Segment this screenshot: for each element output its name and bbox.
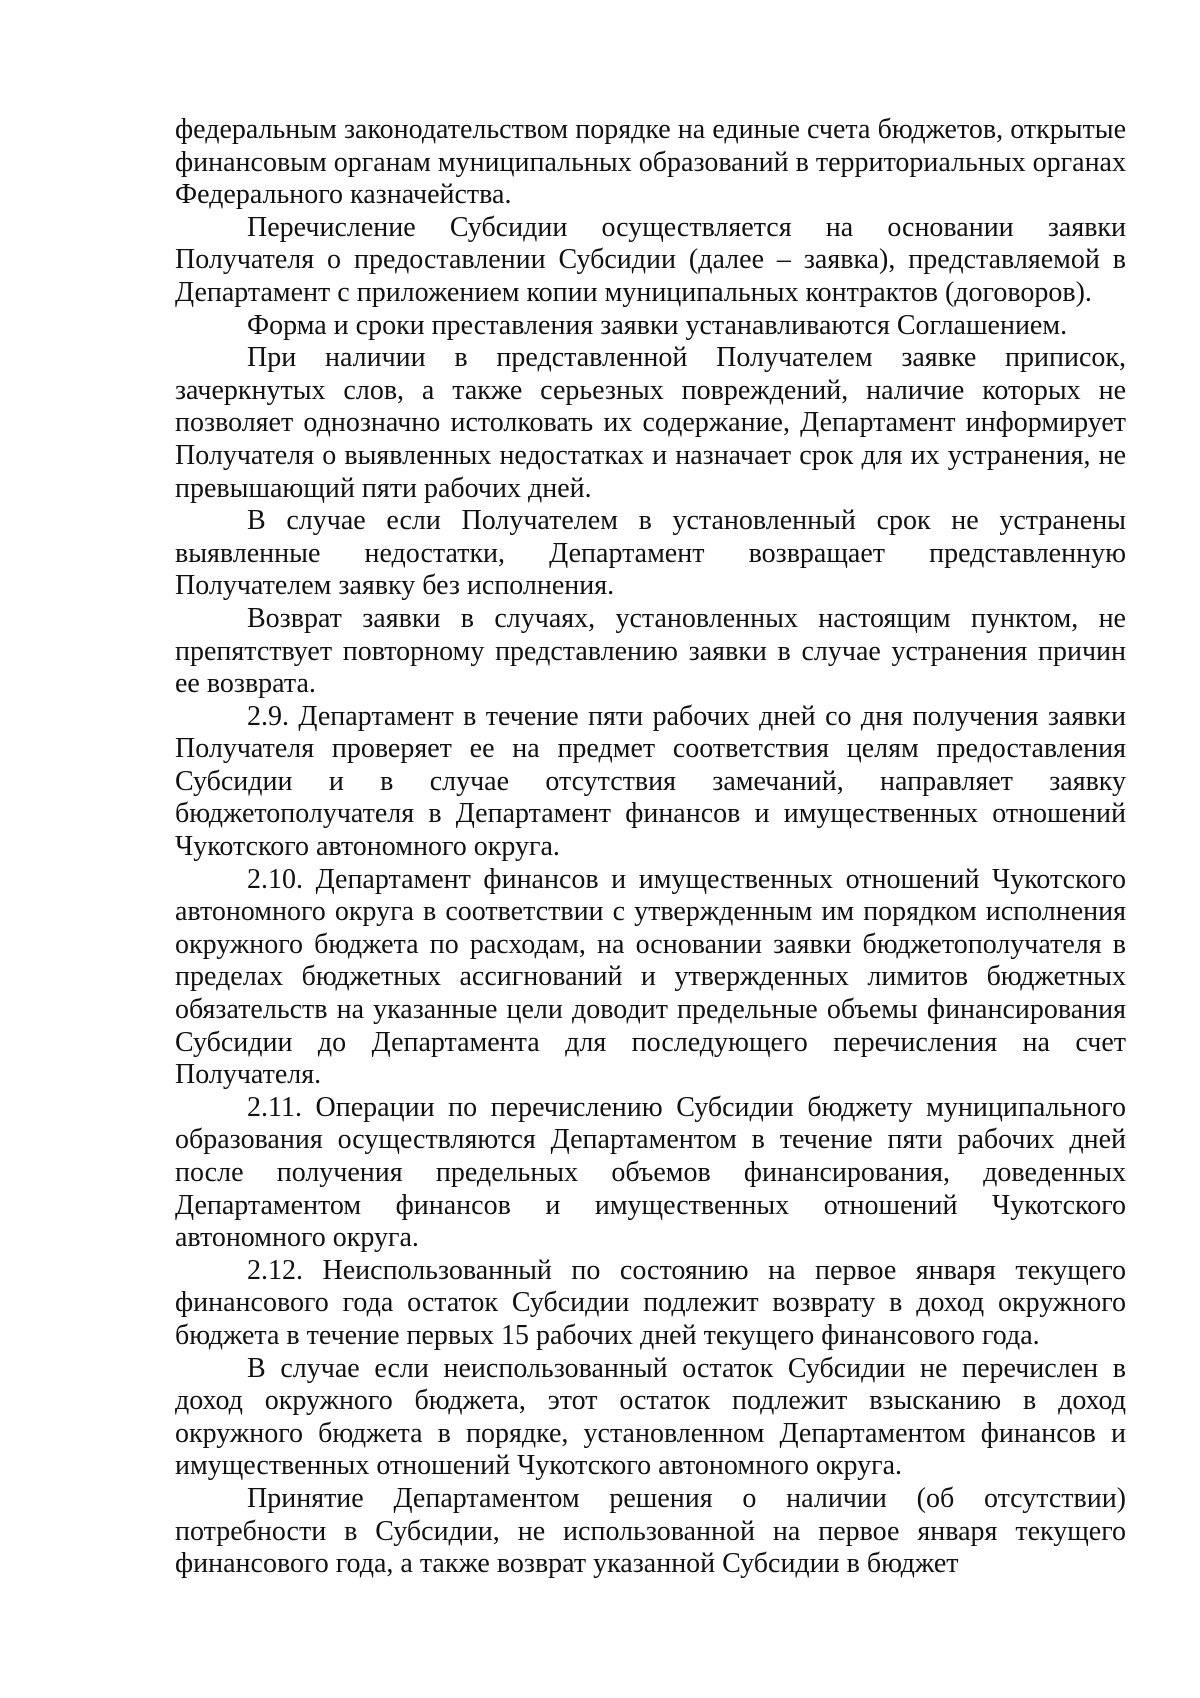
paragraph-clause-2-10: 2.10. Департамент финансов и имущественных отношений Чукотского автономного округа в соответствии с утвержденным им порядком исполнения окружного бюджета по расходам, на основании заявки бюджетополучателя в пределах бюджетных ассигнований и утвержденных лимитов бюджетных обязательств на указанные цели доводит предельные объемы финансирования Субсидии до Департамента для последующего перечисления на счет Получателя. (175, 863, 1126, 1091)
paragraph-application-return: В случае если Получателем в установленный срок не устранены выявленные недостатки, Департамент возвращает представленную Получателем заявку без исполнения. (175, 505, 1126, 602)
paragraph-decision-need: Принятие Департаментом решения о наличии (об отсутствии) потребности в Субсидии, не использованной на первое января текущего финансового года, а также возврат указанной Субсидии в бюджет (175, 1482, 1126, 1580)
paragraph-clause-2-9: 2.9. Департамент в течение пяти рабочих дней со дня получения заявки Получателя проверяет ее на предмет соответствия целям предоставления Субсидии и в случае отсутствия замечаний, направляет заявку бюджетополучателя в Департамент финансов и имущественных отношений Чукотского автономного округа. (175, 700, 1126, 863)
paragraph-clause-2-12: 2.12. Неиспользованный по состоянию на первое января текущего финансового года остаток Субсидии подлежит возврату в доход окружного бюджета в течение первых 15 рабочих дней текущего финансового года. (175, 1254, 1126, 1351)
paragraph-application-form: Форма и сроки преставления заявки устанавливаются Соглашением. (247, 309, 1068, 341)
paragraph-clause-2-11: 2.11. Операции по перечислению Субсидии бюджету муниципального образования осуществляются Департаментом в течение пяти рабочих дней после получения предельных объемов финансирования, доведенных Департаментом финансов и имущественных отношений Чукотского автономного округа. (175, 1091, 1126, 1254)
paragraph-resubmission: Возврат заявки в случаях, установленных настоящим пунктом, не препятствует повторному представлению заявки в случае устранения причин ее возврата. (175, 602, 1126, 700)
paragraph-subsidy-transfer: Перечисление Субсидии осуществляется на основании заявки Получателя о предоставлении Субсидии (далее – заявка), представляемой в Департамент с приложением копии муниципальных контрактов (договоров). (175, 211, 1126, 308)
paragraph-application-defects: При наличии в представленной Получателем заявке приписок, зачеркнутых слов, а также серьезных повреждений, наличие которых не позволяет однозначно истолковать их содержание, Департамент информирует Получателя о выявленных недостатках и назначает срок для их устранения, не превышающий пяти рабочих дней. (175, 342, 1126, 504)
paragraph-unused-balance: В случае если неиспользованный остаток Субсидии не перечислен в доход окружного бюджета, этот остаток подлежит взысканию в доход окружного бюджета в порядке, установленном Департаментом финансов и имущественных отношений Чукотского автономного округа. (175, 1352, 1126, 1482)
document-body (175, 114, 1126, 1581)
paragraph-budget-accounts: федеральным законодательством порядке на единые счета бюджетов, открытые финансовым органам муниципальных образований в территориальных органах Федерального казначейства. (175, 114, 1126, 211)
